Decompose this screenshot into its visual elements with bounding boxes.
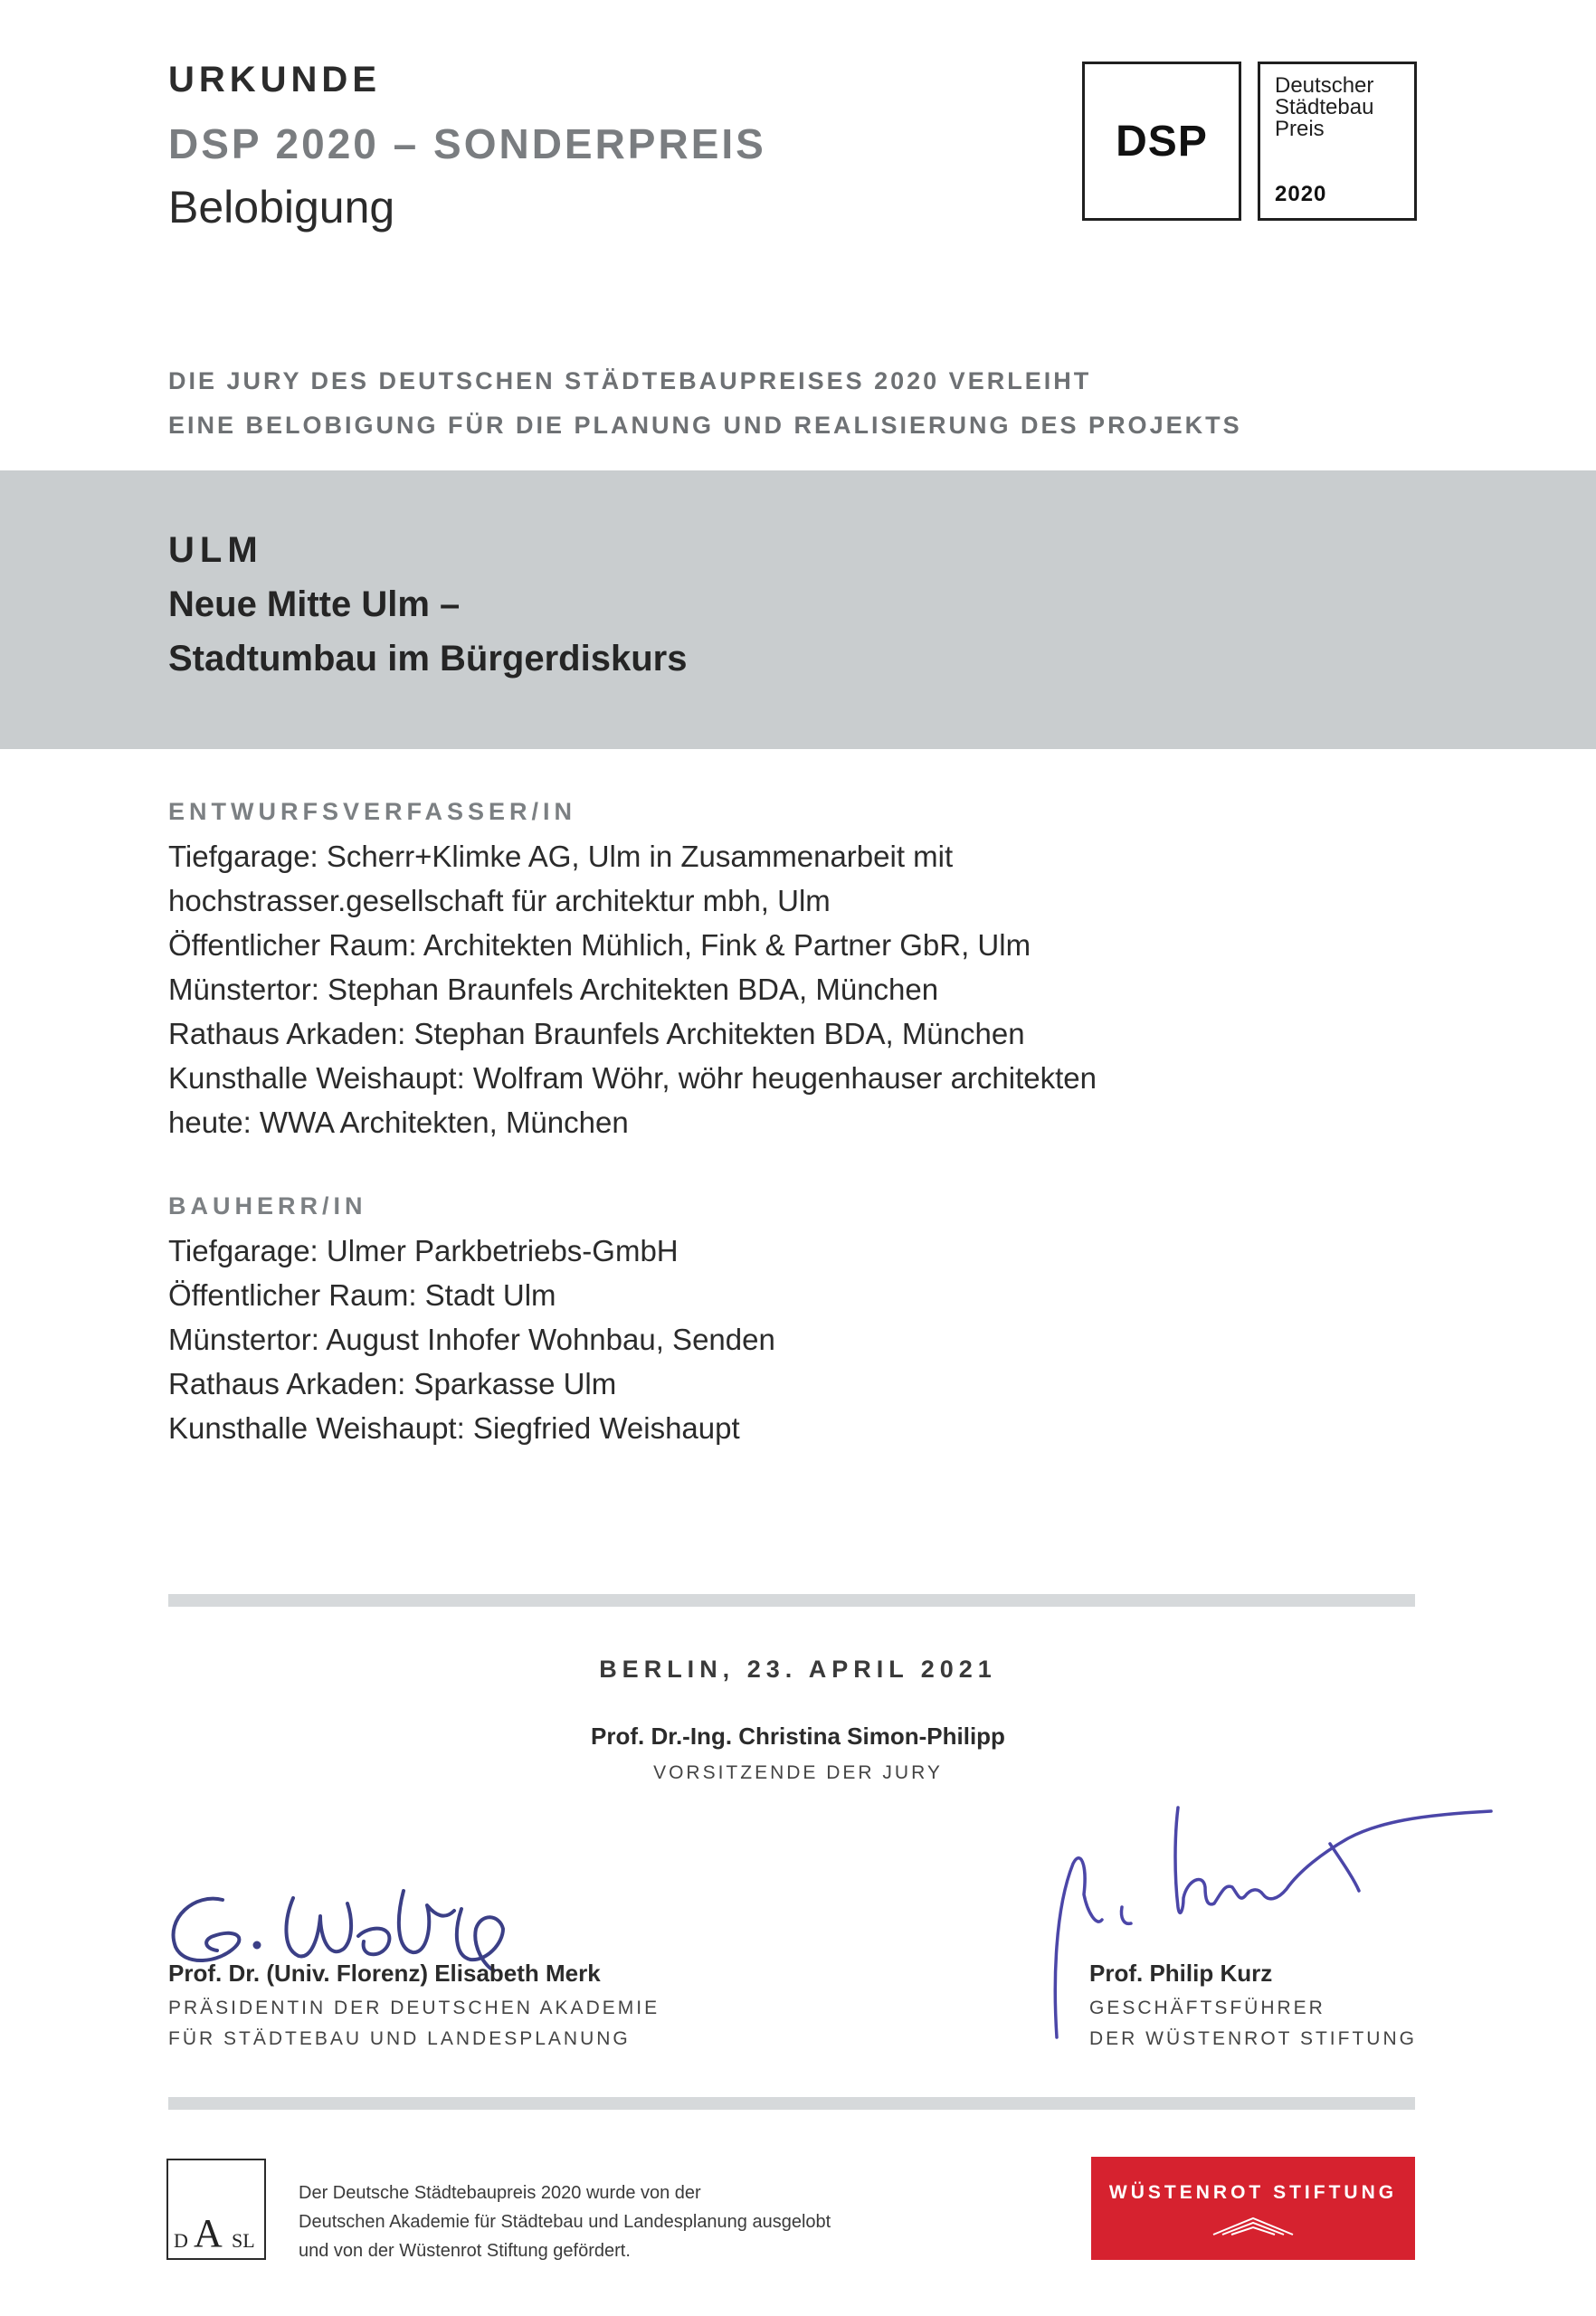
footer-note-line-1: Der Deutsche Städtebaupreis 2020 wurde von der <box>299 2183 701 2203</box>
staedtebaupreis-logo-text: Deutscher Städtebau Preis <box>1275 73 1374 141</box>
dasl-logo: D A SL <box>166 2159 266 2260</box>
designers-heading: ENTWURFSVERFASSER/IN <box>168 798 577 825</box>
project-title-line-2: Stadtumbau im Bürgerdiskurs <box>168 639 688 679</box>
project-city: ULM <box>168 530 263 570</box>
certificate-title: URKUNDE <box>168 60 381 100</box>
footer-note-line-3: und von der Wüstenrot Stiftung gefördert. <box>299 2241 631 2261</box>
list-item: Kunsthalle Weishaupt: Siegfried Weishaupt <box>168 1411 740 1445</box>
signer-left-role-line-2: FÜR STÄDTEBAU UND LANDESPLANUNG <box>168 2028 631 2049</box>
list-item: Rathaus Arkaden: Sparkasse Ulm <box>168 1367 617 1400</box>
project-title-line-1: Neue Mitte Ulm – <box>168 584 461 624</box>
signer-left-role-line-1: PRÄSIDENTIN DER DEUTSCHEN AKADEMIE <box>168 1998 660 2018</box>
list-item: Öffentlicher Raum: Stadt Ulm <box>168 1278 556 1312</box>
signer-right-role-line-2: DER WÜSTENROT STIFTUNG <box>1089 2028 1417 2049</box>
jury-chair-role: VORSITZENDE DER JURY <box>653 1762 943 1783</box>
list-item: heute: WWA Architekten, München <box>168 1106 629 1139</box>
staedtebaupreis-logo <box>1258 62 1417 221</box>
list-item: Tiefgarage: Scherr+Klimke AG, Ulm in Zusammenarbeit mit <box>168 840 954 873</box>
list-item: Rathaus Arkaden: Stephan Braunfels Architekten BDA, München <box>168 1017 1025 1050</box>
staedtebaupreis-logo-year: 2020 <box>1275 182 1327 206</box>
signer-right-name: Prof. Philip Kurz <box>1089 1960 1273 1987</box>
jury-chair-name: Prof. Dr.-Ing. Christina Simon-Philipp <box>591 1723 1005 1750</box>
list-item: Kunsthalle Weishaupt: Wolfram Wöhr, wöhr heugenhauser architekten <box>168 1061 1097 1095</box>
divider-bottom <box>168 2097 1415 2110</box>
jury-intro-line-2: EINE BELOBIGUNG FÜR DIE PLANUNG UND REALISIERUNG DES PROJEKTS <box>168 412 1242 439</box>
roof-icon <box>1208 2215 1298 2238</box>
divider-top <box>168 1594 1415 1607</box>
dsp-logo <box>1082 62 1241 221</box>
award-subtitle: DSP 2020 – SONDERPREIS <box>168 120 766 167</box>
clients-heading: BAUHERR/IN <box>168 1192 367 1220</box>
wuestenrot-logo-text: WÜSTENROT STIFTUNG <box>1108 2182 1398 2203</box>
designers-list <box>168 834 1435 1144</box>
list-item: Tiefgarage: Ulmer Parkbetriebs-GmbH <box>168 1234 679 1267</box>
list-item: hochstrasser.gesellschaft für architektur mbh, Ulm <box>168 884 831 917</box>
award-kind: Belobigung <box>168 182 395 233</box>
wuestenrot-stiftung-logo <box>1091 2157 1415 2260</box>
dsp-logo-text: DSP <box>1116 117 1208 166</box>
signer-left-name: Prof. Dr. (Univ. Florenz) Elisabeth Merk <box>168 1960 601 1987</box>
clients-list <box>168 1229 1435 1450</box>
jury-intro-line-1: DIE JURY DES DEUTSCHEN STÄDTEBAUPREISES 2020 VERLEIHT <box>168 367 1092 394</box>
footer-note-line-2: Deutschen Akademie für Städtebau und Landesplanung ausgelobt <box>299 2212 831 2232</box>
signer-right-role-line-1: GESCHÄFTSFÜHRER <box>1089 1998 1325 2018</box>
signature-merk <box>159 1873 530 1972</box>
list-item: Öffentlicher Raum: Architekten Mühlich, Fink & Partner GbR, Ulm <box>168 928 1031 962</box>
place-date: BERLIN, 23. APRIL 2021 <box>599 1656 997 1683</box>
list-item: Münstertor: August Inhofer Wohnbau, Senden <box>168 1323 775 1356</box>
footer-note <box>299 2178 986 2265</box>
list-item: Münstertor: Stephan Braunfels Architekten BDA, München <box>168 973 939 1006</box>
